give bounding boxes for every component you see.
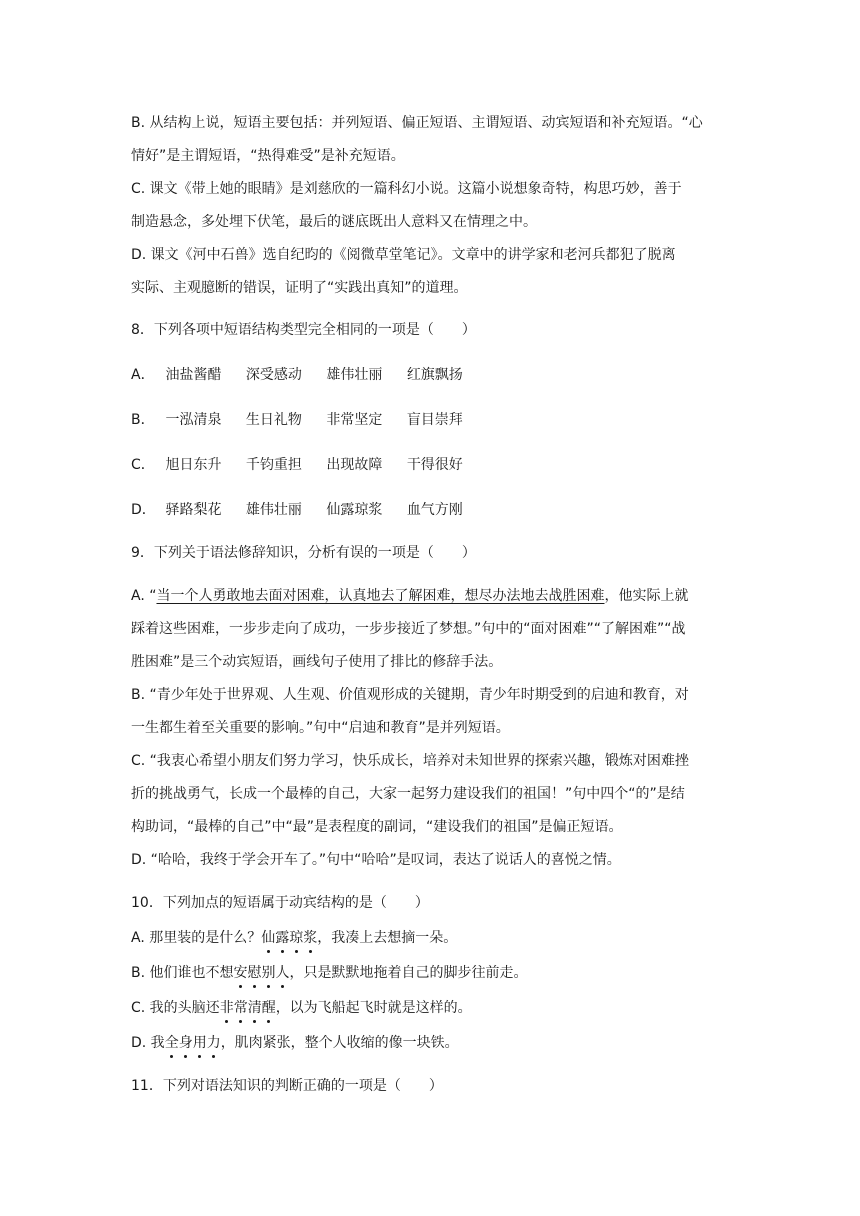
q9-underlined-sentence: 当一个人勇敢地去面对困难，认真地去了解困难，想尽办法地去战胜困难 [156, 588, 605, 604]
q10-dotted-phrase-d [165, 1035, 221, 1051]
q7-option-b-line1: B. 从结构上说，短语主要包括：并列短语、偏正短语、主谓短语、动宾短语和补充短语。“心 [131, 115, 703, 131]
q8-option-a: A． 油盐酱醋 深受感动 雄伟壮丽 红旗飘扬 [131, 367, 463, 383]
q9-option-c-line2: 折的挑战勇气，长成一个最棒的自己，大家一起努力建设我们的祖国！”句中四个“的”是结 [131, 786, 685, 802]
q9-option-a-line1: A. “当一个人勇敢地去面对困难，认真地去了解困难，想尽办法地去战胜困难，他实际上就 [131, 588, 689, 604]
emphasis-dot-char: 全 [164, 1035, 179, 1051]
emphasis-dot-char: 别 [261, 965, 276, 981]
emphasis-dot-char: 琼 [289, 930, 304, 946]
q9-option-b-line1: B. “青少年处于世界观、人生观、价值观形成的关键期，青少年时期受到的启迪和教育，对 [131, 687, 689, 703]
q9-option-b-line2: 一生都生着至关重要的影响。”句中“启迪和教育”是并列短语。 [131, 720, 510, 736]
q9-option-c-line1: C. “我衷心希望小朋友们努力学习，快乐成长，培养对未知世界的探索兴趣，锻炼对困难挫 [131, 753, 689, 769]
q11-stem: 11．下列对语法知识的判断正确的一项是（ ） [131, 1078, 443, 1094]
emphasis-dot-char: 露 [275, 930, 290, 946]
emphasis-dot-char: 常 [233, 1000, 248, 1016]
emphasis-dot-char: 浆 [303, 930, 318, 946]
q8-option-d: D． 驿路梨花 雄伟壮丽 仙露琼浆 血气方刚 [131, 502, 463, 518]
emphasis-dot-char: 仙 [261, 930, 276, 946]
q8-option-c: C． 旭日东升 千钧重担 出现故障 干得很好 [131, 457, 463, 473]
q9-option-c-line3: 构助词，“最棒的自己”中“最”是表程度的副词，“建设我们的祖国”是偏正短语。 [131, 819, 623, 835]
q7-option-c-line1: C. 课文《带上她的眼睛》是刘慈欣的一篇科幻小说。这篇小说想象奇特，构思巧妙，善于 [131, 181, 682, 197]
q7-option-d-line1: D. 课文《河中石兽》选自纪昀的《阅微草堂笔记》。文章中的讲学家和老河兵都犯了脱离 [131, 247, 676, 263]
q10-option-d: D. 我全身用力，肌肉紧张，整个人收缩的像一块铁。 [131, 1035, 459, 1051]
q10-option-a: A. 那里装的是什么？仙露琼浆，我凑上去想摘一朵。 [131, 930, 458, 946]
q10-option-b: B. 他们谁也不想安慰别人，只是默默地拖着自己的脚步往前走。 [131, 965, 528, 981]
emphasis-dot-char: 用 [192, 1035, 207, 1051]
q7-option-b-line2: 情好”是主谓短语，“热得难受”是补充短语。 [131, 148, 405, 164]
q10-dotted-phrase-b [234, 965, 290, 981]
q9-option-a-line2: 踩着这些困难，一步步走向了成功，一步步接近了梦想。”句中的“面对困难”“了解困难”“战 [131, 621, 686, 637]
emphasis-dot-char: 安 [233, 965, 248, 981]
q8-stem: 8．下列各项中短语结构类型完全相同的一项是（ ） [131, 322, 476, 338]
emphasis-dot-char: 力 [206, 1035, 221, 1051]
q10-option-c: C. 我的头脑还非常清醒，以为飞船起飞时就是这样的。 [131, 1000, 472, 1016]
q7-option-d-line2: 实际、主观臆断的错误，证明了“实践出真知”的道理。 [131, 280, 468, 296]
q10-stem: 10．下列加点的短语属于动宾结构的是（ ） [131, 895, 429, 911]
q8-option-b: B． 一泓清泉 生日礼物 非常坚定 盲目崇拜 [131, 412, 463, 428]
emphasis-dot-char: 非 [219, 1000, 234, 1016]
q10-dotted-phrase-c [220, 1000, 276, 1016]
q9-option-a-line3: 胜困难”是三个动宾短语，画线句子使用了排比的修辞手法。 [131, 654, 503, 670]
q9-stem: 9．下列关于语法修辞知识，分析有误的一项是（ ） [131, 545, 476, 561]
q9-option-d-line1: D. “哈哈，我终于学会开车了。”句中“哈哈”是叹词，表达了说话人的喜悦之情。 [131, 852, 621, 868]
emphasis-dot-char: 慰 [247, 965, 262, 981]
q10-dotted-phrase-a [261, 930, 317, 946]
q7-option-c-line2: 制造悬念，多处埋下伏笔，最后的谜底既出人意料又在情理之中。 [131, 214, 537, 230]
emphasis-dot-char: 醒 [261, 1000, 276, 1016]
emphasis-dot-char: 身 [178, 1035, 193, 1051]
emphasis-dot-char: 清 [247, 1000, 262, 1016]
emphasis-dot-char: 人 [275, 965, 290, 981]
